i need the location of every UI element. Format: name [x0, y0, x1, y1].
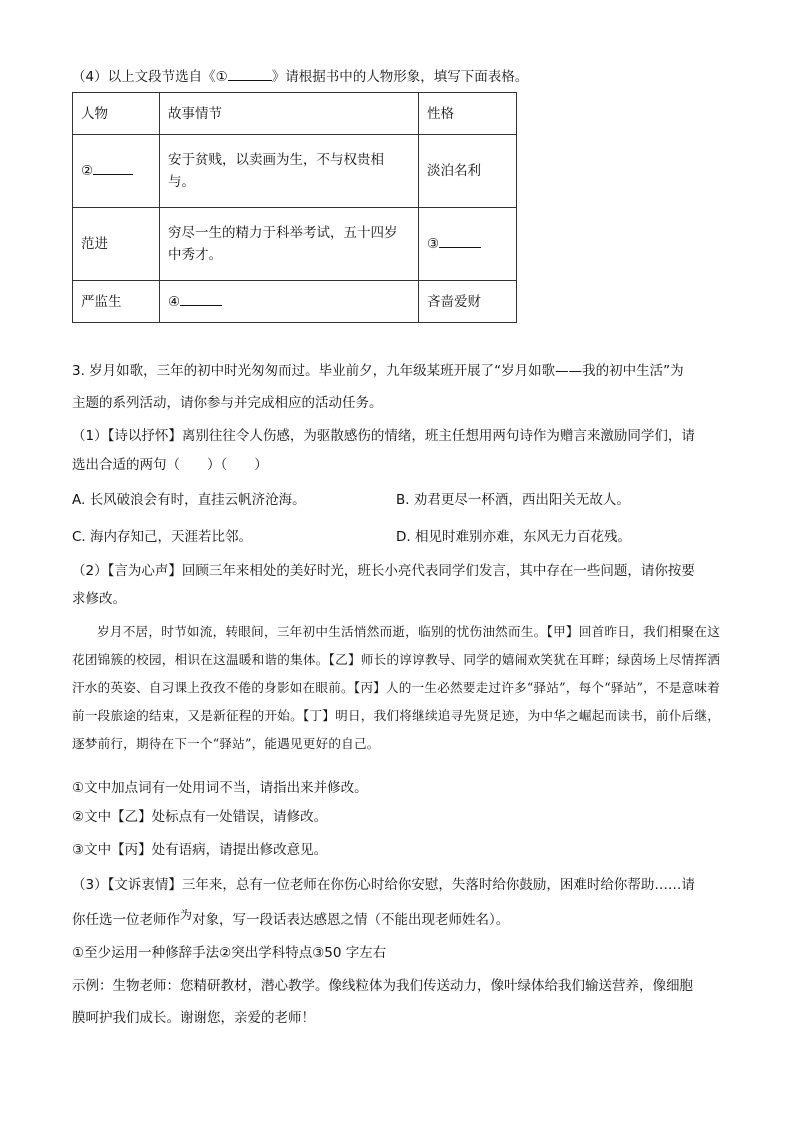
option-d[interactable]: D. 相见时难别亦难，东风无力百花残。	[396, 529, 631, 545]
speech-passage	[72, 618, 720, 758]
table-row	[73, 281, 517, 323]
example-line-2: 膜呵护我们成长。谢谢您，亲爱的老师！	[72, 1010, 315, 1026]
option-c[interactable]: C. 海内存知己，天涯若比邻。	[72, 529, 253, 545]
header-plot: 故事情节	[160, 93, 419, 135]
answer-blank-4[interactable]	[180, 291, 222, 306]
table-row	[73, 208, 517, 281]
option-a[interactable]: A. 长风破浪会有时，直挂云帆济沧海。	[72, 492, 306, 508]
example-line-1: 示例：生物老师：您精研教材，潜心教学。像线粒体为我们传送动力，像叶绿体给我们输送营养，像细胞	[72, 978, 693, 994]
cell-plot: 穷尽一生的精力于科举考试，五十四岁 中秀才。	[160, 208, 419, 281]
cell-person: 范进	[73, 208, 160, 281]
header-trait: 性格	[419, 93, 517, 135]
q4-prompt	[72, 66, 528, 87]
cell-trait: ③	[419, 208, 517, 281]
sub-question-3: ③文中【丙】处有语病，请提出修改意见。	[72, 842, 328, 858]
part1-line-2: 选出合适的两句（ ）（ ）	[72, 457, 268, 473]
part2-line-1: （2）【言为心声】回顾三年来相处的美好时光，班长小亮代表同学们发言，其中存在一些问题，请你按要	[72, 563, 695, 579]
cell-plot: 安于贫贱，以卖画为生，不与权贵相 与。	[160, 135, 419, 208]
sub-question-2: ②文中【乙】处标点有一处错误，请修改。	[72, 809, 328, 825]
character-table	[72, 92, 517, 323]
part3-line-1: （3）【文诉衷情】三年来，总有一位老师在你伤心时给你安慰，失落时给你鼓励，困难时给你帮助……请	[72, 877, 695, 893]
part3-line-2: 你任选一位老师作为对象，写一段话表达感恩之情（不能出现老师姓名）。	[72, 908, 510, 928]
sub-question-1: ①文中加点词有一处用词不当，请指出来并修改。	[72, 780, 368, 796]
part1-line-1: （1）【诗以抒怀】离别往往令人伤感，为驱散感伤的情绪，班主任想用两句诗作为赠言来激励同学们，请	[72, 428, 695, 444]
requirements: ①至少运用一种修辞手法②突出学科特点③50 字左右	[72, 945, 387, 961]
table-row	[73, 135, 517, 208]
cell-person: 严监生	[73, 281, 160, 323]
answer-blank-2[interactable]	[93, 160, 133, 175]
option-b[interactable]: B. 劝君更尽一杯酒，西出阳关无故人。	[396, 492, 630, 508]
table-header-row	[73, 93, 517, 135]
cell-trait: 吝啬爱财	[419, 281, 517, 323]
cell-trait: 淡泊名利	[419, 135, 517, 208]
part2-line-2: 求修改。	[72, 591, 126, 607]
cell-person: ②	[73, 135, 160, 208]
header-person: 人物	[73, 93, 160, 135]
q3-intro-line-1: 3. 岁月如歌，三年的初中时光匆匆而过。毕业前夕，九年级某班开展了“岁月如歌——我的初中生活”为	[72, 363, 684, 379]
raised-character: 为	[180, 908, 193, 922]
cell-plot: ④	[160, 281, 419, 323]
q4-prompt-after: 》请根据书中的人物形象，填写下面表格。	[271, 69, 529, 85]
answer-blank-1[interactable]	[228, 66, 272, 81]
q3-intro-line-2: 主题的系列活动，请你参与并完成相应的活动任务。	[72, 395, 383, 411]
speech-passage-text: 岁月不居，时节如流，转眼间，三年初中生活悄然而逝，临别的忧伤油然而生。【甲】回首昨日，我们相聚在这花团锦簇的校园，相识在这温暖和谐的集体。【乙】师长的谆谆教导、同学的嬉闹欢笑犹在耳畔；绿茵场上尽情挥洒汗水的英姿、自习课上孜孜不倦的身影如在眼前。【丙】人的一生必然要走过许多“驿站”，每个“驿站”，不是意味着前一段旅途的结束，又是新征程的开始。【丁】明日，我们将继续追寻先贤足迹，为中华之崛起而读书，前仆后继，逐梦前行，期待在下一个“驿站”，能遇见更好的自己。	[72, 624, 720, 751]
q4-prompt-before: （4）以上文段节选自《①	[72, 69, 228, 85]
answer-blank-3[interactable]	[439, 233, 481, 248]
